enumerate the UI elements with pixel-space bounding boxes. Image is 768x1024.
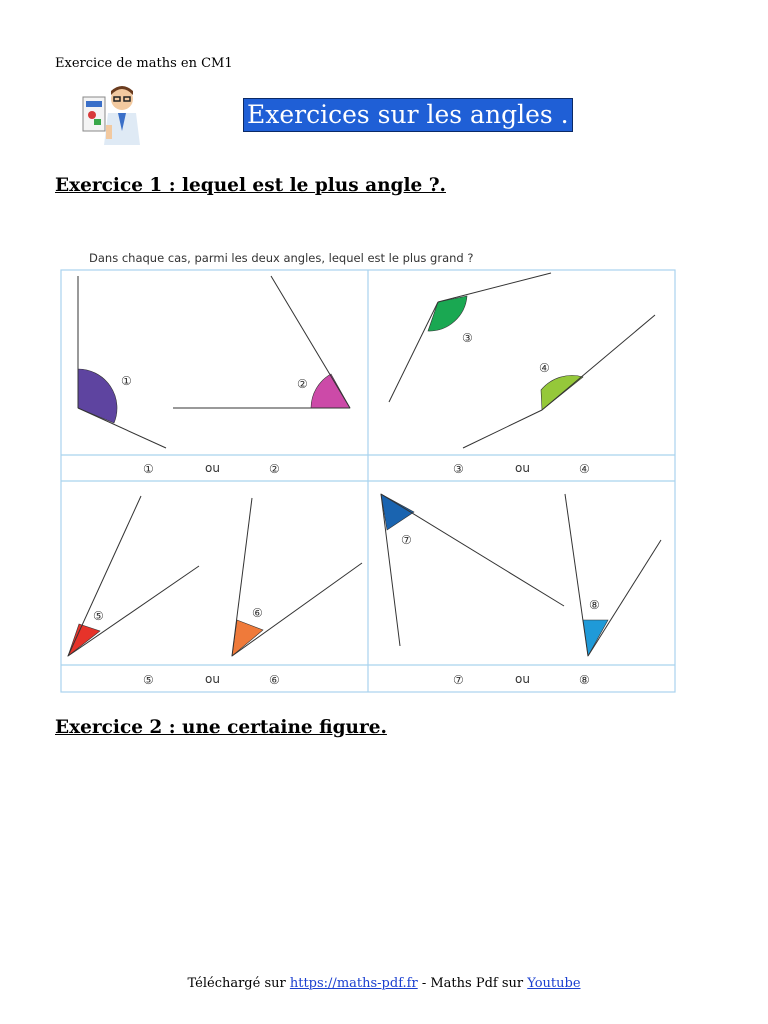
exercise1-instruction: Dans chaque cas, parmi les deux angles, lequel est le plus grand ?: [89, 251, 474, 265]
pair4-sep: ou: [515, 672, 530, 686]
pair1-right: ②: [269, 462, 280, 476]
angle-1-wedge: [78, 369, 117, 423]
angle-1: [78, 276, 166, 448]
header-subtitle: Exercice de maths en CM1: [55, 56, 233, 71]
pair3-left: ⑤: [143, 673, 154, 687]
footer-prefix: Téléchargé sur: [187, 976, 286, 991]
pair3-right: ⑥: [269, 673, 280, 687]
angle-7: [381, 494, 564, 646]
angle-8: [565, 494, 661, 656]
angle-label-4: ④: [539, 361, 550, 375]
pair1-left: ①: [143, 462, 154, 476]
footer-middle: - Maths Pdf sur: [421, 976, 524, 991]
footer: [0, 976, 768, 991]
angle-label-8: ⑧: [589, 598, 600, 612]
angle-5-wedge: [68, 624, 100, 656]
pair1-sep: ou: [205, 461, 220, 475]
footer-link-site[interactable]: https://maths-pdf.fr: [289, 976, 418, 991]
angle-7-wedge: [381, 494, 414, 530]
angle-label-3: ③: [462, 331, 473, 345]
exercise1-heading: Exercice 1 : lequel est le plus angle ?.: [55, 175, 446, 196]
page-title: Exercices sur les angles .: [243, 98, 573, 132]
angle-6: [232, 498, 362, 656]
angle-label-1: ①: [121, 374, 132, 388]
angle-3-wedge: [428, 296, 467, 331]
exercise2-heading: Exercice 2 : une certaine figure.: [55, 717, 387, 738]
pair2-left: ③: [453, 462, 464, 476]
angle-label-2: ②: [297, 377, 308, 391]
angle-2: [173, 276, 350, 408]
angle-2-wedge: [311, 374, 350, 408]
pair4-right: ⑧: [579, 673, 590, 687]
pair2-sep: ou: [515, 461, 530, 475]
angle-label-5: ⑤: [93, 609, 104, 623]
pair3-sep: ou: [205, 672, 220, 686]
angle-4: [463, 315, 655, 448]
pair2-right: ④: [579, 462, 590, 476]
pair4-left: ⑦: [453, 673, 464, 687]
angle-label-6: ⑥: [252, 606, 263, 620]
angle-label-7: ⑦: [401, 533, 412, 547]
angle-6-wedge: [232, 620, 263, 656]
footer-link-youtube[interactable]: Youtube: [527, 976, 581, 991]
table-grid: [61, 270, 675, 692]
angle-5: [68, 496, 199, 656]
